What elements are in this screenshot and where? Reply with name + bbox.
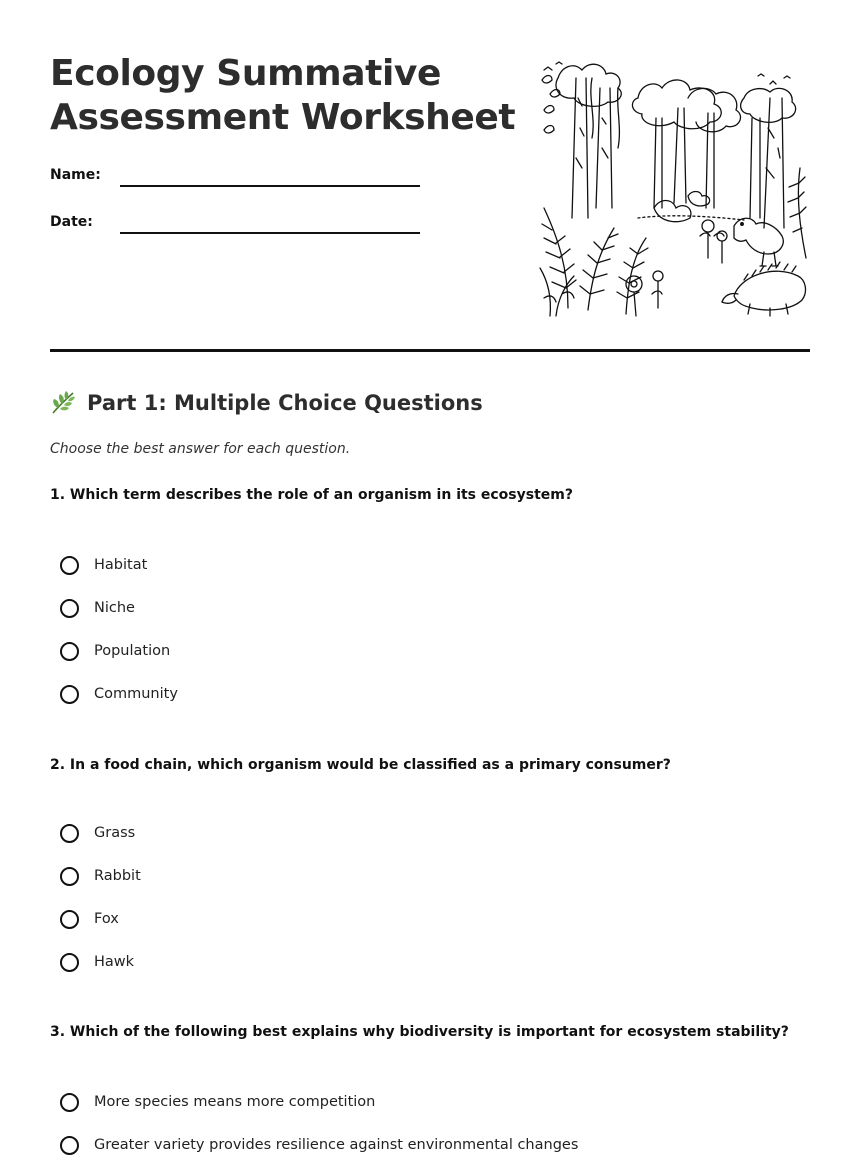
q3-option-competition[interactable] — [60, 1089, 375, 1115]
leaf-icon — [50, 389, 77, 416]
q1-option-community[interactable] — [60, 681, 178, 707]
part1-title: Part 1: Multiple Choice Questions — [87, 390, 483, 415]
radio-button[interactable] — [60, 867, 79, 886]
q2-option-fox[interactable] — [60, 906, 119, 932]
question-3: 3. Which of the following best explains why biodiversity is important for ecosystem stability? — [50, 1024, 789, 1040]
option-label: More species means more competition — [94, 1094, 376, 1110]
header-divider — [50, 349, 810, 352]
radio-button[interactable] — [60, 910, 79, 929]
name-field[interactable] — [50, 163, 420, 193]
name-input-line[interactable] — [120, 185, 420, 187]
part1-heading — [50, 389, 483, 416]
q2-option-grass[interactable] — [60, 820, 135, 846]
option-label: Population — [94, 643, 171, 659]
part1-instructions: Choose the best answer for each question. — [50, 441, 351, 457]
option-label: Habitat — [94, 557, 148, 573]
question-2: 2. In a food chain, which organism would be classified as a primary consumer? — [50, 757, 671, 773]
option-label: Grass — [94, 825, 136, 841]
worksheet-title: Ecology Summative Assessment Worksheet — [50, 53, 516, 138]
q1-option-niche[interactable] — [60, 595, 135, 621]
radio-button[interactable] — [60, 953, 79, 972]
option-label: Rabbit — [94, 868, 141, 884]
option-label: Hawk — [94, 954, 135, 970]
name-label: Name: — [50, 167, 101, 183]
option-label: Greater variety provides resilience against environmental changes — [94, 1137, 579, 1153]
option-label: Fox — [94, 911, 119, 927]
q1-option-population[interactable] — [60, 638, 170, 664]
option-label: Community — [94, 686, 178, 702]
date-field[interactable] — [50, 210, 420, 240]
q2-option-hawk[interactable] — [60, 949, 134, 975]
q1-option-habitat[interactable] — [60, 552, 147, 578]
forest-illustration — [538, 58, 808, 318]
q2-option-rabbit[interactable] — [60, 863, 141, 889]
radio-button[interactable] — [60, 556, 79, 575]
radio-button[interactable] — [60, 1136, 79, 1155]
radio-button[interactable] — [60, 642, 79, 661]
date-input-line[interactable] — [120, 232, 420, 234]
radio-button[interactable] — [60, 824, 79, 843]
question-1: 1. Which term describes the role of an organism in its ecosystem? — [50, 487, 573, 503]
option-label: Niche — [94, 600, 135, 616]
q3-option-resilience[interactable] — [60, 1132, 578, 1158]
date-label: Date: — [50, 214, 93, 230]
radio-button[interactable] — [60, 1093, 79, 1112]
radio-button[interactable] — [60, 685, 79, 704]
radio-button[interactable] — [60, 599, 79, 618]
